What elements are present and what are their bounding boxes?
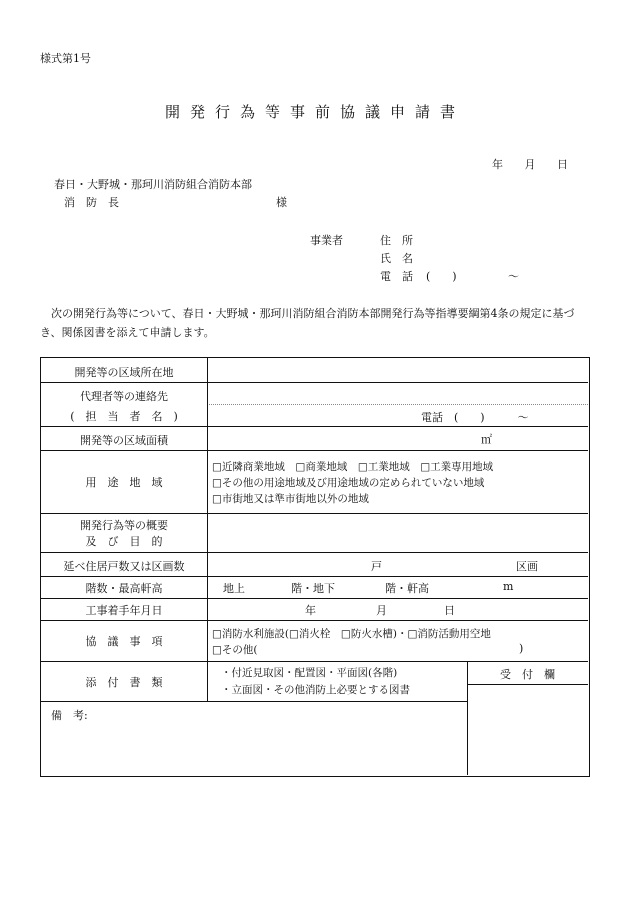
agent-sublabel: ( 担 当 者 名 ) — [70, 410, 178, 423]
receipt-label: 受 付 欄 — [500, 668, 555, 681]
date-line: 年 月 日 — [492, 158, 568, 171]
remarks-label: 備 考: — [51, 709, 88, 722]
floors-unit: m — [503, 580, 514, 593]
agent-label: 代理者等の連絡先 — [80, 390, 168, 403]
applicant-name-label: 氏 名 — [380, 252, 413, 265]
agent-phone[interactable]: 電話 ( ) ～ — [421, 411, 529, 424]
applicant-address-label: 住 所 — [380, 234, 413, 247]
start-year: 年 — [305, 604, 316, 617]
consult-option-other[interactable]: □その他( — [212, 644, 258, 656]
applicant-phone-tilde: ～ — [508, 270, 519, 283]
location-label: 開発等の区域所在地 — [74, 366, 174, 379]
lots-unit: 区画 — [516, 560, 538, 573]
floors-eaves: 階・軒高 — [385, 582, 429, 595]
application-form-table — [40, 357, 590, 777]
start-day: 日 — [444, 604, 455, 617]
overview-sublabel: 及 び 目 的 — [85, 535, 163, 548]
consult-label: 協 議 事 項 — [85, 635, 163, 648]
agent-contact-input[interactable] — [208, 383, 588, 403]
zoning-label: 用 途 地 域 — [85, 476, 163, 489]
receipt-field[interactable] — [468, 685, 588, 774]
zoning-option-non-urban[interactable]: □市街地又は準市街地以外の地域 — [212, 493, 369, 505]
remarks-input[interactable] — [42, 702, 466, 774]
attachments-line1: ・付近見取図・配置図・平面図(各階) — [221, 667, 398, 679]
area-unit: ㎡ — [481, 433, 492, 446]
area-label: 開発等の区域面積 — [80, 434, 168, 447]
document-title: 開発行為等事前協議申請書 — [164, 103, 465, 121]
floors-above: 地上 — [223, 582, 245, 595]
consult-close-paren: ) — [519, 642, 524, 655]
intro-text: 次の開発行為等について、春日・大野城・那珂川消防組合消防本部開発行為等指導要綱第4条の規定に基づき、関係図書を添えて申請します。 — [40, 307, 575, 339]
form-number: 様式第1号 — [40, 52, 91, 65]
attachments-label: 添 付 書 類 — [85, 676, 163, 689]
floors-label: 階数・最高軒高 — [85, 582, 163, 595]
overview-label: 開発行為等の概要 — [80, 519, 168, 532]
households-unit: 戸 — [371, 560, 382, 573]
addressee: 春日・大野城・那珂川消防組合消防本部 — [54, 178, 252, 191]
zoning-option-other[interactable]: □その他の用途地域及び用途地域の定められていない地域 — [212, 477, 485, 489]
overview-input[interactable] — [208, 514, 588, 551]
start-month: 月 — [376, 604, 387, 617]
location-input[interactable] — [208, 359, 588, 381]
applicant-phone-paren: ( ) — [426, 270, 457, 283]
applicant-label: 事業者 — [310, 234, 343, 247]
households-label: 延べ住居戸数又は区画数 — [63, 560, 185, 573]
attachments-line2: ・立面図・その他消防上必要とする図書 — [221, 684, 410, 696]
applicant-phone-label: 電 話 — [380, 270, 413, 283]
honorific: 様 — [276, 196, 287, 209]
start-date-label: 工事着手年月日 — [85, 604, 163, 617]
floors-below: 階・地下 — [291, 582, 335, 595]
addressee-chief: 消 防 長 — [64, 196, 119, 209]
consult-option-water[interactable]: □消防水利施設(□消火栓 □防火水槽)・□消防活動用空地 — [212, 628, 491, 640]
zoning-option-commercial[interactable]: □近隣商業地域 □商業地域 □工業地域 □工業専用地域 — [212, 461, 494, 473]
